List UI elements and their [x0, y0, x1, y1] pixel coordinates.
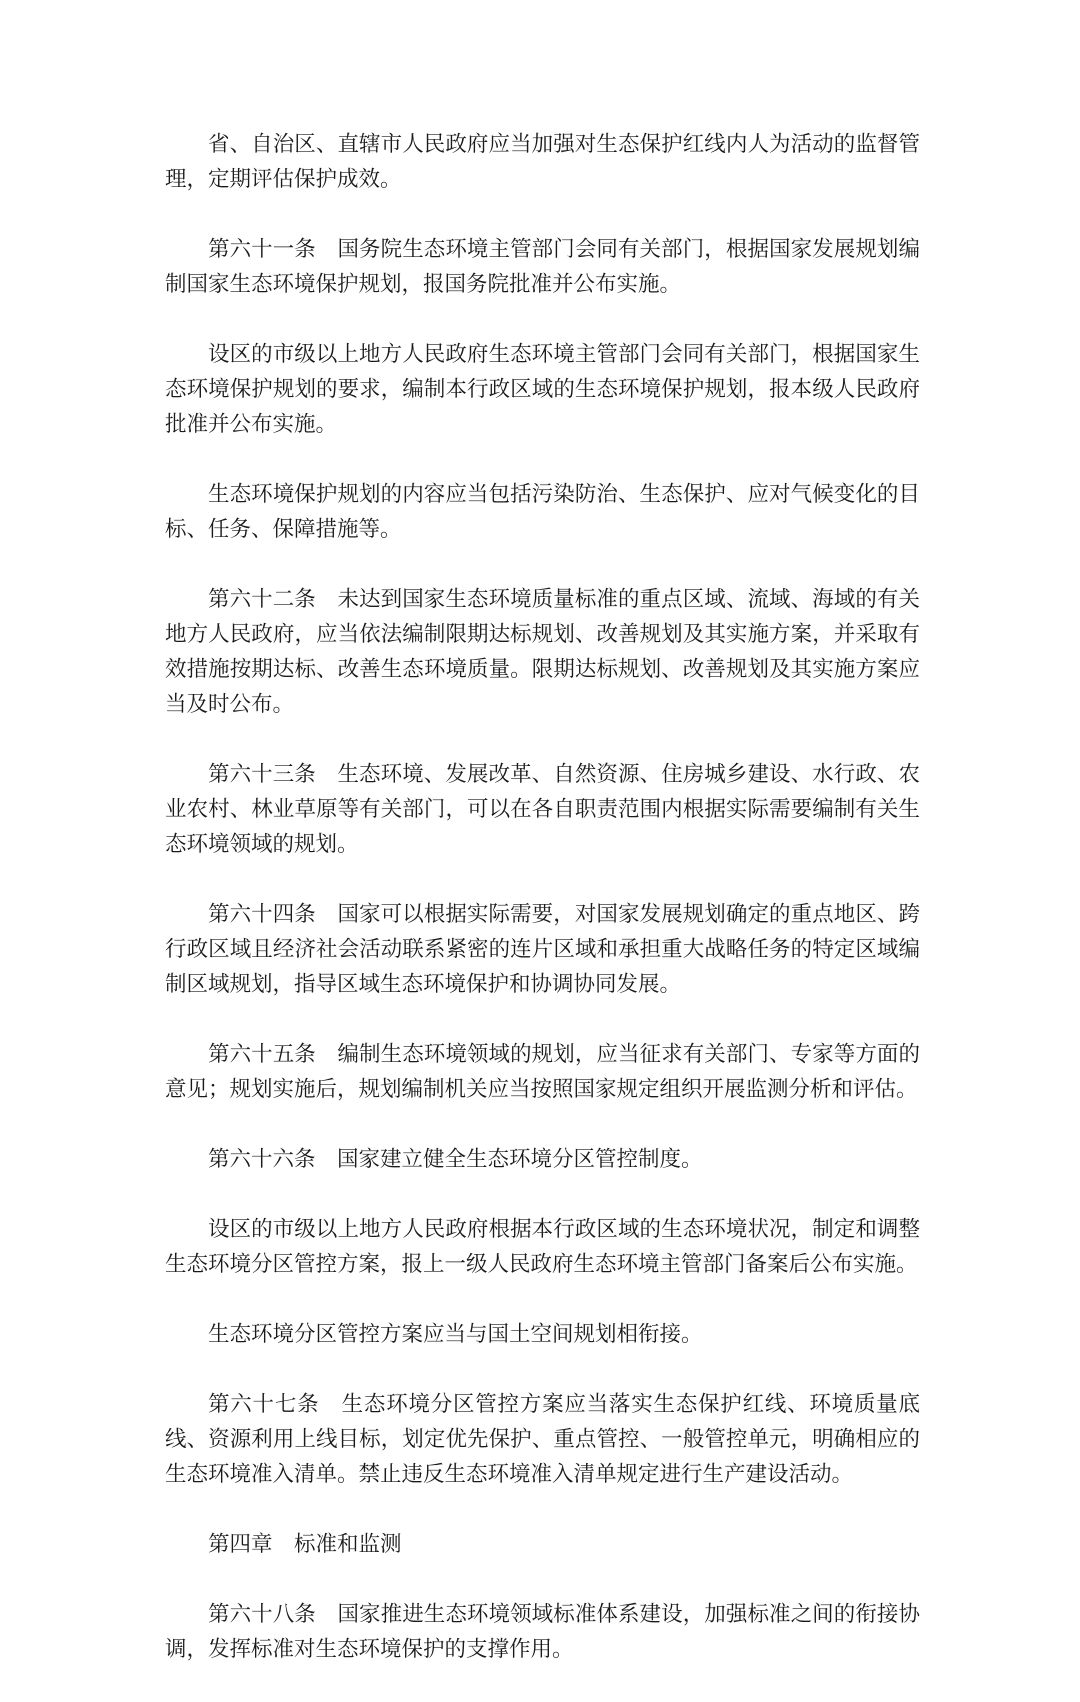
article-61-clause-3: 生态环境保护规划的内容应当包括污染防治、生态保护、应对气候变化的目标、任务、保障措施等。 — [165, 482, 920, 542]
chapter-heading: 第四章 标准和监测 — [208, 1532, 402, 1557]
article-66-clause-3: 生态环境分区管控方案应当与国土空间规划相衔接。 — [208, 1322, 703, 1347]
article-68: 第六十八条 国家推进生态环境领域标准体系建设，加强标准之间的衔接协调，发挥标准对生态环境保护的支撑作用。 — [165, 1602, 920, 1662]
article-62: 第六十二条 未达到国家生态环境质量标准的重点区域、流域、海域的有关地方人民政府，应当依法编制限期达标规划、改善规划及其实施方案，并采取有效措施按期达标、改善生态环境质量。限期达标规划、改善规划及其实施方案应当及时公布。 — [165, 587, 920, 717]
document-body — [165, 127, 920, 1702]
article-66-clause-2: 设区的市级以上地方人民政府根据本行政区域的生态环境状况，制定和调整生态环境分区管控方案，报上一级人民政府生态环境主管部门备案后公布实施。 — [165, 1217, 920, 1277]
article-65: 第六十五条 编制生态环境领域的规划，应当征求有关部门、专家等方面的意见；规划实施后，规划编制机关应当按照国家规定组织开展监测分析和评估。 — [165, 1042, 920, 1102]
article-67: 第六十七条 生态环境分区管控方案应当落实生态保护红线、环境质量底线、资源利用上线目标，划定优先保护、重点管控、一般管控单元，明确相应的生态环境准入清单。禁止违反生态环境准入清单规定进行生产建设活动。 — [165, 1392, 920, 1487]
article-64: 第六十四条 国家可以根据实际需要，对国家发展规划确定的重点地区、跨行政区域且经济社会活动联系紧密的连片区域和承担重大战略任务的特定区域编制区域规划，指导区域生态环境保护和协调协同发展。 — [165, 902, 920, 997]
article-63: 第六十三条 生态环境、发展改革、自然资源、住房城乡建设、水行政、农业农村、林业草原等有关部门，可以在各自职责范围内根据实际需要编制有关生态环境领域的规划。 — [165, 762, 920, 857]
article-61: 第六十一条 国务院生态环境主管部门会同有关部门，根据国家发展规划编制国家生态环境保护规划，报国务院批准并公布实施。 — [165, 237, 920, 297]
paragraph-continuation: 省、自治区、直辖市人民政府应当加强对生态保护红线内人为活动的监督管理，定期评估保护成效。 — [165, 132, 920, 192]
article-66: 第六十六条 国家建立健全生态环境分区管控制度。 — [208, 1147, 703, 1172]
article-61-clause-2: 设区的市级以上地方人民政府生态环境主管部门会同有关部门，根据国家生态环境保护规划的要求，编制本行政区域的生态环境保护规划，报本级人民政府批准并公布实施。 — [165, 342, 920, 437]
